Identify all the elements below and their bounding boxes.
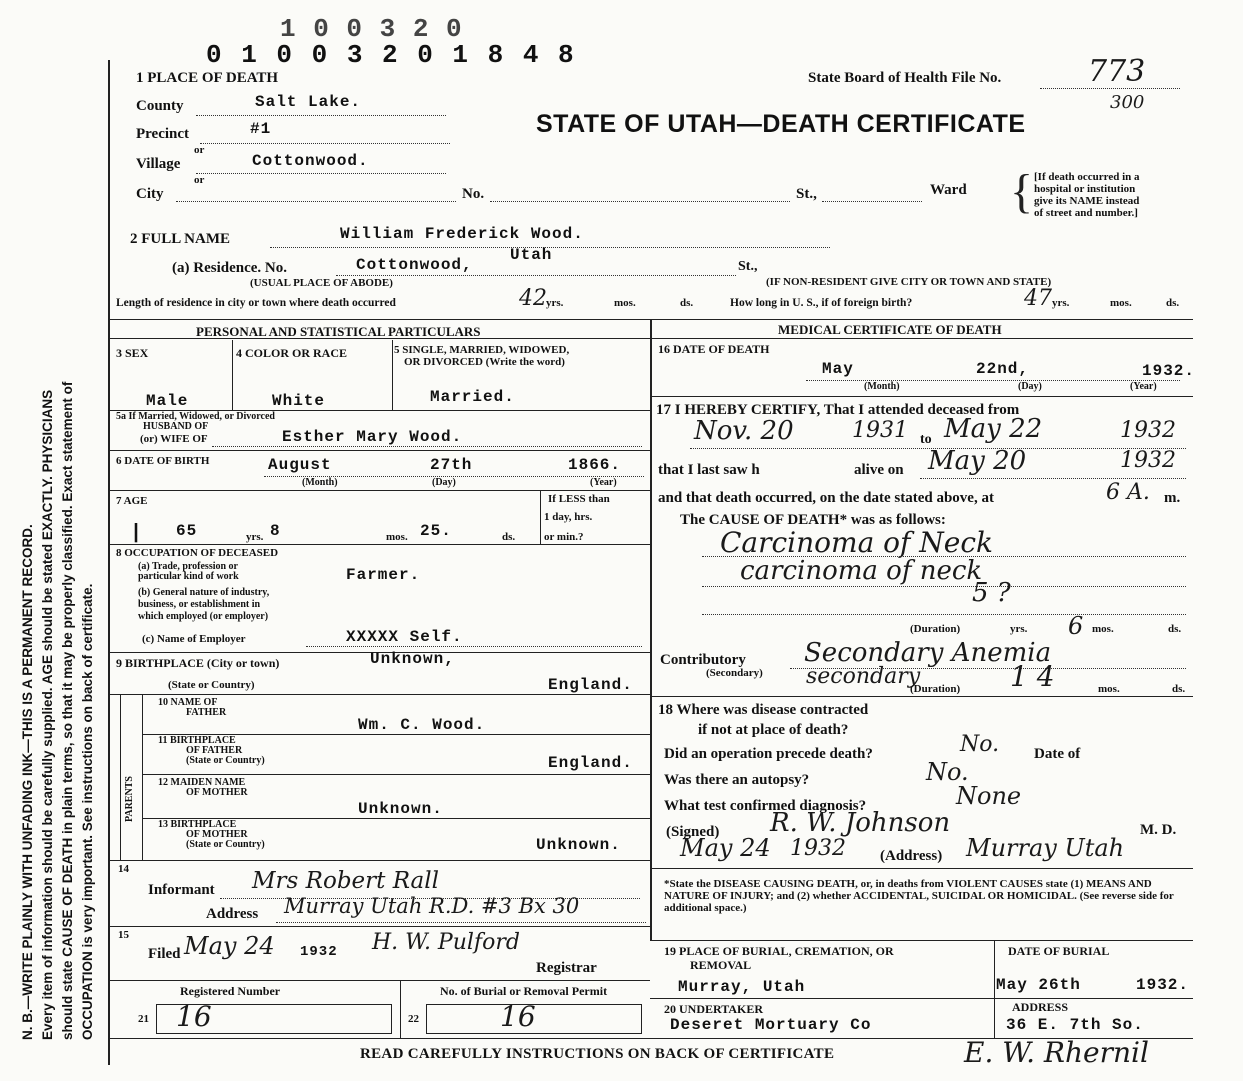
- occ-b-1: (b) General nature of industry,: [138, 587, 270, 598]
- precinct-value: #1: [250, 120, 272, 138]
- informant-label: Informant: [148, 882, 215, 898]
- cause-label: The CAUSE OF DEATH* was as follows:: [680, 512, 946, 528]
- fbirth-label-1: 11 BIRTHPLACE: [158, 735, 236, 746]
- informant-address: Murray Utah R.D. #3 Bx 30: [284, 894, 580, 918]
- attended-from: Nov. 20: [694, 416, 794, 446]
- birthplace-country: England.: [548, 676, 633, 694]
- dod-year: 1932.: [1142, 362, 1196, 380]
- certificate-title: STATE OF UTAH—DEATH CERTIFICATE: [536, 110, 1026, 138]
- dob-year-caption: (Year): [590, 477, 617, 488]
- dod-label: 16 DATE OF DEATH: [658, 342, 770, 356]
- or-label: or: [194, 144, 205, 156]
- undertaker-value: Deseret Mortuary Co: [670, 1016, 872, 1034]
- sex-value: Male: [146, 392, 189, 410]
- village-value: Cottonwood.: [252, 152, 369, 170]
- permit-value: 16: [500, 1000, 536, 1033]
- dob-day-caption: (Day): [432, 477, 456, 488]
- contributory-line-2: secondary: [806, 664, 921, 689]
- age-years: 65: [176, 522, 198, 540]
- less-1: If LESS than: [548, 493, 610, 505]
- occ-b-3: which employed (or employer): [138, 611, 269, 622]
- us-yrs-label: yrs.: [1052, 297, 1070, 309]
- operation-value: No.: [960, 732, 1000, 757]
- undertaker-address: 36 E. 7th So.: [1006, 1016, 1144, 1034]
- city-label: City: [136, 186, 164, 202]
- dob-day: 27th: [430, 456, 473, 474]
- contributory-label: Contributory: [660, 652, 746, 668]
- nonresident-note: (IF NON-RESIDENT GIVE CITY OR TOWN AND STATE): [766, 276, 1052, 288]
- certificate-number: 0 1 0 0 3 2 0 1 8 4 8: [206, 40, 576, 70]
- signed-year: 1932: [790, 836, 846, 861]
- birthplace-state-label: (State or Country): [168, 679, 255, 691]
- item-21: 21: [138, 1013, 149, 1025]
- operation-label: Did an operation precede death?: [664, 746, 873, 762]
- ds-label: ds.: [680, 297, 694, 309]
- certify-label: 17 I HEREBY CERTIFY, That I attended deceased from: [656, 402, 1020, 418]
- us-mos-label: mos.: [1110, 297, 1132, 309]
- or-label: or: [194, 174, 205, 186]
- top-number-partial: 1 0 0 3 2 0: [280, 14, 463, 44]
- contributory-line-1: Secondary Anemia: [804, 638, 1052, 668]
- length-residence-years: 42: [519, 286, 547, 311]
- signed-label: (Signed): [666, 824, 720, 840]
- cause-yrs-label: yrs.: [1010, 623, 1028, 635]
- us-residence-years: 47: [1024, 286, 1052, 311]
- test-label: What test confirmed diagnosis?: [664, 798, 867, 814]
- last-saw-date: May 20: [928, 446, 1027, 476]
- reg-number-label: Registered Number: [180, 984, 281, 998]
- spouse-label-3: (or) WIFE OF: [140, 433, 208, 445]
- cause-line-1: Carcinoma of Neck: [720, 526, 994, 559]
- abode-note: (USUAL PLACE OF ABODE): [250, 277, 393, 289]
- informant-value: Mrs Robert Rall: [252, 868, 439, 894]
- last-saw-label: that I last saw h: [658, 462, 760, 478]
- dob-year: 1866.: [568, 456, 622, 474]
- mother-birthplace: Unknown.: [536, 836, 621, 854]
- sex-label: 3 SEX: [116, 346, 149, 360]
- burial-place-label-1: 19 PLACE OF BURIAL, CREMATION, OR: [664, 944, 894, 958]
- hospital-note-4: of street and number.]: [1034, 207, 1138, 219]
- village-label: Village: [136, 156, 181, 172]
- hospital-note-1: [If death occurred in a: [1034, 171, 1140, 183]
- spouse-label-1: 5a If Married, Widowed, or Divorced: [116, 411, 275, 422]
- less-2: 1 day, hrs.: [544, 511, 593, 523]
- color-value: White: [272, 392, 326, 410]
- signed-date: May 24: [680, 834, 771, 862]
- occupation-label: 8 OCCUPATION OF DECEASED: [116, 547, 279, 559]
- no-label: No.: [462, 186, 485, 202]
- dod-day-caption: (Day): [1018, 381, 1042, 392]
- age-days: 25.: [420, 522, 452, 540]
- color-label: 4 COLOR OR RACE: [236, 346, 348, 360]
- fbirth-label-2: OF FATHER: [186, 745, 243, 756]
- footer-signature: E. W. Rhernil: [964, 1036, 1149, 1069]
- cause-line-2: carcinoma of neck: [740, 556, 983, 586]
- item-14: 14: [118, 863, 129, 875]
- place-heading: 1 PLACE OF DEATH: [136, 70, 279, 86]
- contrib-ds-label: ds.: [1172, 683, 1186, 695]
- physician-signature: R. W. Johnson: [770, 808, 951, 838]
- dod-month: May: [822, 360, 854, 378]
- attended-to: May 22: [944, 414, 1043, 444]
- dod-month-caption: (Month): [864, 381, 900, 392]
- full-name-value: William Frederick Wood.: [340, 225, 584, 243]
- physician-address-label: (Address): [880, 848, 943, 864]
- contrib-mos-label: mos.: [1098, 683, 1120, 695]
- marital-label-1: 5 SINGLE, MARRIED, WIDOWED,: [394, 344, 570, 356]
- death-occurred-label: and that death occurred, on the date stated above, at: [658, 490, 994, 506]
- test-value: None: [956, 782, 1022, 810]
- fbirth-label-3: (State or Country): [186, 755, 265, 766]
- age-tick: |: [130, 522, 144, 545]
- item-15: 15: [118, 929, 129, 941]
- occ-a-2: particular kind of work: [138, 571, 239, 582]
- father-name: Wm. C. Wood.: [358, 716, 486, 734]
- yrs-label: yrs.: [546, 297, 564, 309]
- age-yrs-label: yrs.: [246, 531, 264, 543]
- mother-name: Unknown.: [358, 800, 443, 818]
- brace: {: [1010, 165, 1034, 218]
- hospital-note-2: hospital or institution: [1034, 183, 1136, 195]
- undertaker-address-label: ADDRESS: [1012, 1000, 1069, 1014]
- dob-label: 6 DATE OF BIRTH: [116, 455, 210, 467]
- filed-year: 1932: [300, 944, 338, 960]
- mos-label: mos.: [614, 297, 636, 309]
- md-label: M. D.: [1140, 822, 1177, 838]
- age-months: 8: [270, 522, 281, 540]
- age-mos-label: mos.: [386, 531, 408, 543]
- dod-year-caption: (Year): [1130, 381, 1157, 392]
- dob-month-caption: (Month): [302, 477, 338, 488]
- county-value: Salt Lake.: [255, 93, 362, 111]
- precinct-label: Precinct: [136, 126, 190, 142]
- undertaker-label: 20 UNDERTAKER: [664, 1002, 764, 1016]
- personal-heading: PERSONAL AND STATISTICAL PARTICULARS: [196, 324, 481, 339]
- occ-b-2: business, or establishment in: [138, 599, 261, 610]
- file-number: 773: [1088, 54, 1146, 89]
- q18-line-1: 18 Where was disease contracted: [658, 702, 869, 718]
- hospital-note-3: give its NAME instead: [1034, 195, 1140, 207]
- border-left: [108, 60, 110, 1065]
- birthplace-label: 9 BIRTHPLACE (City or town): [116, 656, 280, 670]
- informant-address-label: Address: [206, 906, 259, 922]
- contrib-duration-label: (Duration): [910, 683, 961, 695]
- footer-instructions: READ CAREFULLY INSTRUCTIONS ON BACK OF CERTIFICATE: [360, 1046, 835, 1062]
- q18-line-2: if not at place of death?: [698, 722, 849, 738]
- residence-value: Cottonwood,: [356, 256, 473, 274]
- marital-label-2: OR DIVORCED (Write the word): [404, 356, 565, 368]
- parents-label: PARENTS: [124, 776, 135, 822]
- sidebar-line-2: Every item of information should be carefully supplied. AGE should be stated EXACTLY. PHYSICIANS: [40, 389, 55, 1040]
- burial-date: May 26th: [996, 976, 1081, 994]
- cause-duration: 6: [1068, 612, 1084, 640]
- dod-day: 22nd,: [976, 360, 1030, 378]
- mother-label-1: 12 MAIDEN NAME: [158, 777, 246, 788]
- cause-duration-label: (Duration): [910, 623, 961, 635]
- item-22: 22: [408, 1013, 419, 1025]
- mbirth-label-1: 13 BIRTHPLACE: [158, 819, 237, 830]
- spouse-label-2: HUSBAND OF: [143, 421, 209, 432]
- dob-month: August: [268, 456, 332, 474]
- file-number-sub: 300: [1110, 92, 1145, 113]
- ward-label: Ward: [930, 182, 967, 198]
- length-residence-label: Length of residence in city or town where death occurred: [116, 297, 396, 309]
- attended-from-year: 1931: [852, 418, 908, 443]
- cause-line-3: 5 ?: [972, 578, 1011, 608]
- county-label: County: [136, 98, 184, 114]
- mother-label-2: OF MOTHER: [186, 787, 248, 798]
- sidebar-line-1: N. B.—WRITE PLAINLY WITH UNFADING INK—THIS IS A PERMANENT RECORD.: [20, 524, 35, 1040]
- medical-heading: MEDICAL CERTIFICATE OF DEATH: [778, 322, 1002, 337]
- occ-a-1: (a) Trade, profession or: [138, 561, 238, 572]
- date-of-label: Date of: [1034, 746, 1081, 762]
- father-label-2: FATHER: [186, 707, 227, 718]
- us-residence-label: How long in U. S., if of foreign birth?: [730, 297, 913, 309]
- physician-address: Murray Utah: [966, 834, 1125, 862]
- contributory-duration: 1 4: [1010, 660, 1055, 693]
- burial-year: 1932.: [1136, 976, 1190, 994]
- last-saw-year: 1932: [1120, 448, 1176, 473]
- cause-mos-label: mos.: [1092, 623, 1114, 635]
- permit-label: No. of Burial or Removal Permit: [440, 984, 608, 998]
- spouse-value: Esther Mary Wood.: [282, 428, 463, 446]
- m-label: m.: [1164, 490, 1181, 506]
- us-ds-label: ds.: [1166, 297, 1180, 309]
- filed-label: Filed: [148, 946, 181, 962]
- reg-number-value: 16: [176, 1000, 212, 1033]
- father-label-1: 10 NAME OF: [158, 697, 218, 708]
- secondary-label: (Secondary): [706, 667, 763, 679]
- mbirth-label-2: OF MOTHER: [186, 829, 248, 840]
- sidebar-line-4: OCCUPATION is very important. See instructions on back of certificate.: [80, 583, 95, 1040]
- occupation-value: Farmer.: [346, 566, 421, 584]
- st-label: St.,: [796, 186, 817, 202]
- age-label: 7 AGE: [116, 495, 148, 507]
- burial-place: Murray, Utah: [678, 978, 806, 996]
- to-label: to: [920, 432, 932, 447]
- registrar-label: Registrar: [536, 960, 597, 976]
- cause-ds-label: ds.: [1168, 623, 1182, 635]
- file-label: State Board of Health File No.: [808, 70, 1002, 86]
- residence-label: (a) Residence. No.: [172, 260, 287, 276]
- marital-value: Married.: [430, 388, 515, 406]
- father-birthplace: England.: [548, 754, 633, 772]
- employer-label: (c) Name of Employer: [142, 633, 246, 645]
- death-time: 6 A.: [1106, 480, 1150, 505]
- mbirth-label-3: (State or Country): [186, 839, 265, 850]
- cause-note: *State the DISEASE CAUSING DEATH, or, in deaths from VIOLENT CAUSES state (1) MEANS AND NATURE OF INJURY; and (2) whether ACCIDENTAL, SUICIDAL OR HOMICIDAL. (See reverse side for additional space.): [664, 878, 1174, 914]
- sidebar-line-3: should state CAUSE OF DEATH in plain terms, so that it may be properly classified. Exact statement of: [60, 381, 75, 1040]
- alive-on-label: alive on: [854, 462, 904, 478]
- autopsy-value: No.: [926, 758, 969, 786]
- autopsy-label: Was there an autopsy?: [664, 772, 810, 788]
- residence-state: Utah: [510, 246, 553, 264]
- residence-st-label: St.,: [738, 259, 758, 274]
- employer-value: XXXXX Self.: [346, 628, 463, 646]
- less-3: or min.?: [544, 531, 584, 543]
- burial-date-label: DATE OF BURIAL: [1008, 944, 1110, 958]
- registrar-signature: H. W. Pulford: [372, 930, 520, 955]
- age-ds-label: ds.: [502, 531, 516, 543]
- burial-place-label-2: REMOVAL: [690, 958, 752, 972]
- birthplace-city: Unknown,: [370, 650, 455, 668]
- attended-to-year: 1932: [1120, 418, 1176, 443]
- filed-date: May 24: [184, 932, 275, 960]
- full-name-label: 2 FULL NAME: [130, 231, 231, 247]
